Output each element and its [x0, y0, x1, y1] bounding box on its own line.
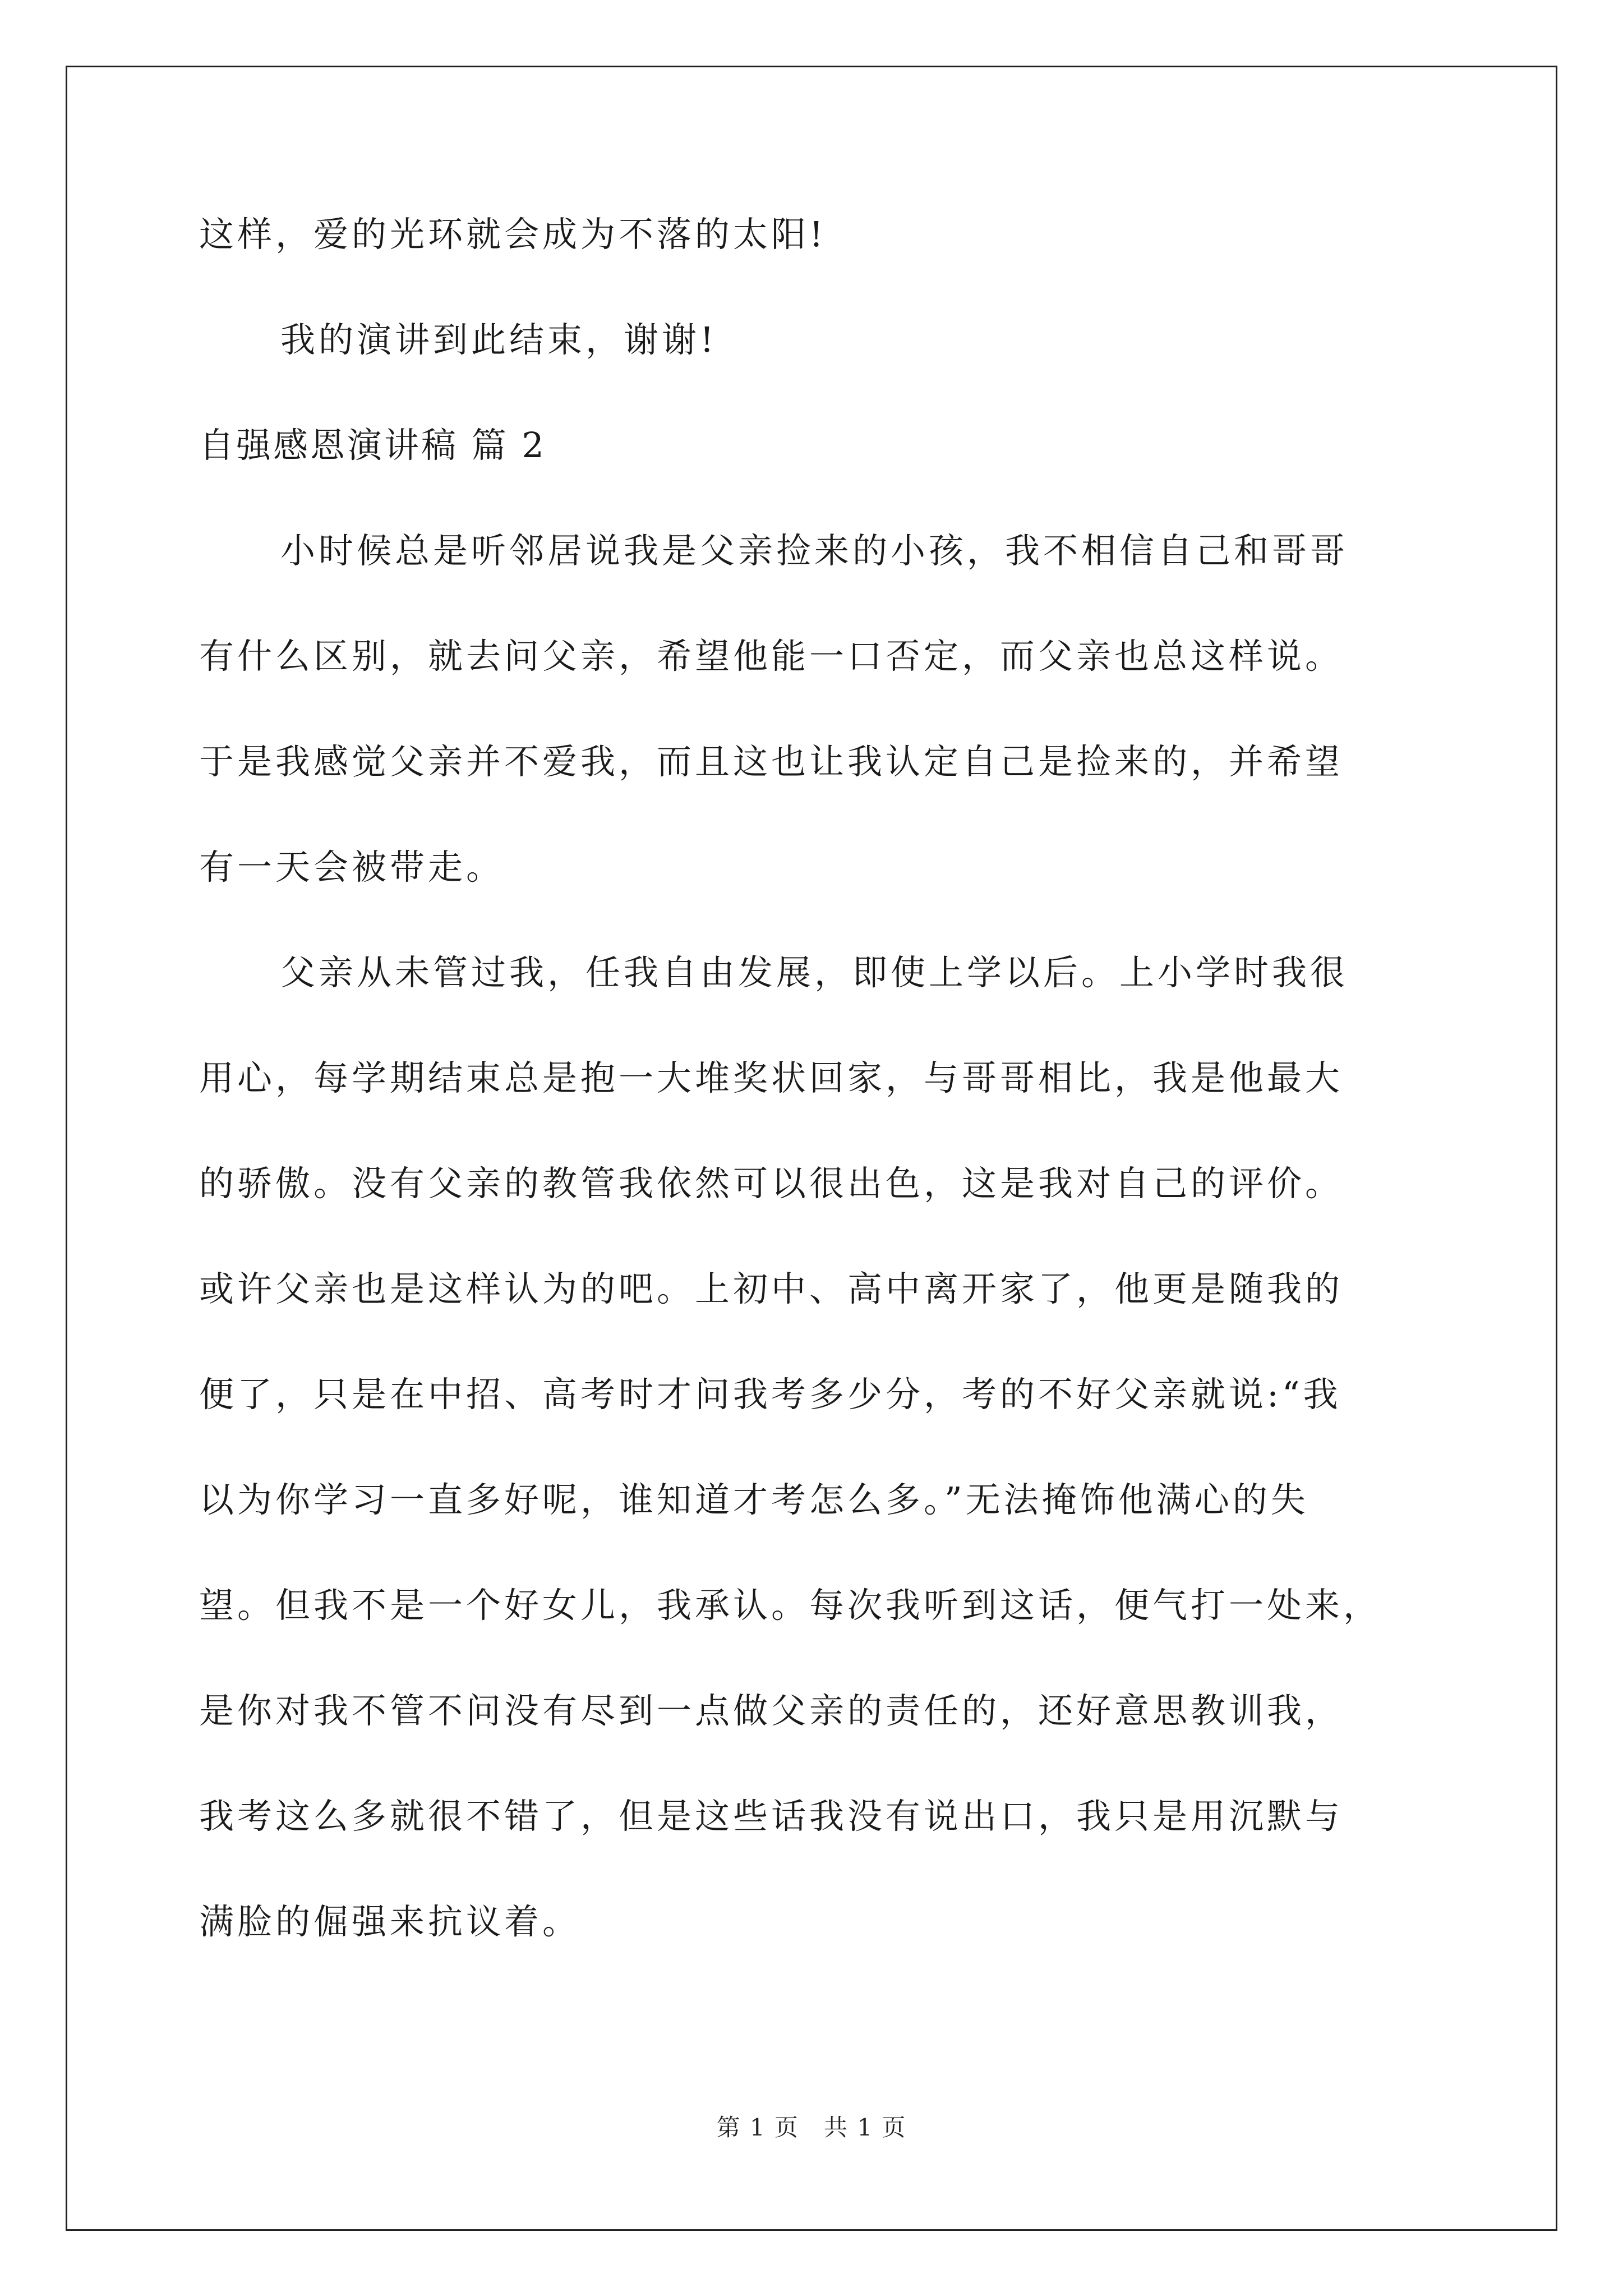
text-line: 于是我感觉父亲并不爱我，而且这也让我认定自己是捡来的，并希望	[199, 741, 1344, 782]
text-line: 这样，爱的光环就会成为不落的太阳!	[199, 214, 827, 255]
text-line: 或许父亲也是这样认为的吧。上初中、高中离开家了，他更是随我的	[199, 1268, 1344, 1309]
text-line: 望。但我不是一个好女儿，我承认。每次我听到这话，便气打一处来，	[199, 1585, 1382, 1626]
text-line: 用心，每学期结束总是抱一大堆奖状回家，与哥哥相比，我是他最大	[199, 1057, 1344, 1098]
page-number: 第 1 页 共 1 页	[716, 2114, 907, 2141]
text-line: 有一天会被带走。	[199, 846, 505, 887]
text-line: 我考这么多就很不错了，但是这些话我没有说出口，我只是用沉默与	[199, 1796, 1344, 1837]
text-line: 小时候总是听邻居说我是父亲捡来的小孩，我不相信自己和哥哥	[280, 530, 1349, 571]
text-line: 父亲从未管过我，任我自由发展，即使上学以后。上小学时我很	[280, 952, 1349, 993]
text-line: 满脸的倔强来抗议着。	[199, 1901, 581, 1942]
text-line: 有什么区别，就去问父亲，希望他能一口否定，而父亲也总这样说。	[199, 636, 1344, 677]
text-line: 便了，只是在中招、高考时才问我考多少分，考的不好父亲就说:“我	[199, 1374, 1341, 1415]
text-line: 我的演讲到此结束，谢谢!	[280, 319, 717, 360]
text-line: 以为你学习一直多好呢，谁知道才考怎么多。”无法掩饰他满心的失	[199, 1479, 1309, 1520]
document-body	[199, 208, 1433, 1948]
section-heading: 自强感恩演讲稿 篇 2	[199, 425, 546, 466]
text-line: 的骄傲。没有父亲的教管我依然可以很出色，这是我对自己的评价。	[199, 1163, 1344, 1204]
text-line: 是你对我不管不问没有尽到一点做父亲的责任的，还好意思教训我，	[199, 1690, 1344, 1731]
